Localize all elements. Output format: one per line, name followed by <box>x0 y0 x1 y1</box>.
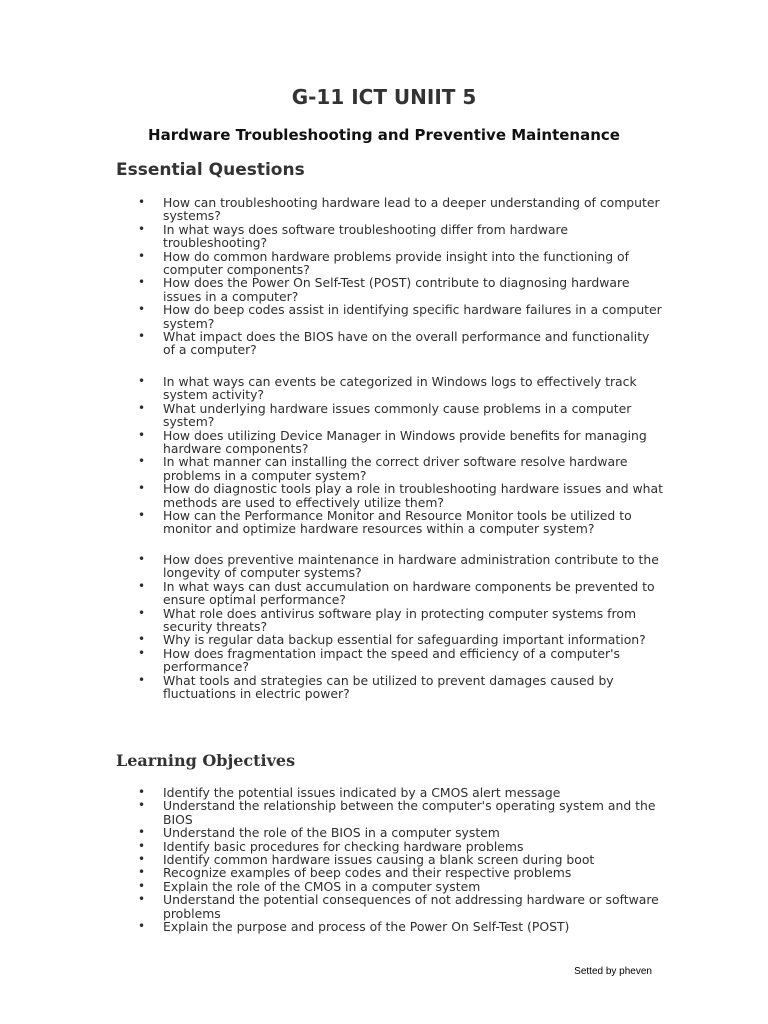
list-item: • In what ways can events be categorized in Windows logs to effectively track system activity? <box>0 375 663 402</box>
learning-objectives-heading: Learning Objectives <box>116 751 296 770</box>
list-item: • Understand the role of the BIOS in a computer system <box>0 826 663 839</box>
list-item: • How do common hardware problems provide insight into the functioning of computer components? <box>0 250 663 277</box>
question-list-1 <box>0 196 663 357</box>
list-item: • How does preventive maintenance in hardware administration contribute to the longevity of computer systems? <box>0 553 663 580</box>
list-item: • In what ways can dust accumulation on hardware components be prevented to ensure optimal performance? <box>0 580 663 607</box>
list-item: • How can troubleshooting hardware lead to a deeper understanding of computer systems? <box>0 196 663 223</box>
list-item: • Recognize examples of beep codes and their respective problems <box>0 866 663 879</box>
list-item: • How does fragmentation impact the speed and efficiency of a computer's performance? <box>0 647 663 674</box>
list-item: • Why is regular data backup essential for safeguarding important information? <box>0 633 663 646</box>
list-item: • Explain the purpose and process of the Power On Self-Test (POST) <box>0 920 663 933</box>
footer-credit: Setted by pheven <box>574 966 652 977</box>
page-title: G-11 ICT UNIIT 5 <box>291 85 477 109</box>
list-item: • Identify common hardware issues causing a blank screen during boot <box>0 853 663 866</box>
question-list-3 <box>0 553 663 700</box>
list-item: • Identify the potential issues indicated by a CMOS alert message <box>0 786 663 799</box>
objectives-list <box>0 786 663 933</box>
list-item: • In what manner can installing the correct driver software resolve hardware problems in a computer system? <box>0 455 663 482</box>
essential-questions-heading: Essential Questions <box>116 160 305 180</box>
page-subtitle: Hardware Troubleshooting and Preventive Maintenance <box>148 126 620 144</box>
list-item: • How do diagnostic tools play a role in troubleshooting hardware issues and what methods are used to effectively utilize them? <box>0 482 663 509</box>
list-item: • What impact does the BIOS have on the overall performance and functionality of a computer? <box>0 330 663 357</box>
list-item: • Understand the relationship between the computer's operating system and the BIOS <box>0 799 663 826</box>
list-item: • What role does antivirus software play in protecting computer systems from security threats? <box>0 607 663 634</box>
list-item: • How do beep codes assist in identifying specific hardware failures in a computer system? <box>0 303 663 330</box>
list-item: • How does the Power On Self-Test (POST) contribute to diagnosing hardware issues in a computer? <box>0 276 663 303</box>
list-item: • In what ways does software troubleshooting differ from hardware troubleshooting? <box>0 223 663 250</box>
list-item: • What underlying hardware issues commonly cause problems in a computer system? <box>0 402 663 429</box>
list-item: • How does utilizing Device Manager in Windows provide benefits for managing hardware components? <box>0 429 663 456</box>
question-list-2 <box>0 375 663 536</box>
list-item: • How can the Performance Monitor and Resource Monitor tools be utilized to monitor and optimize hardware resources within a computer system? <box>0 509 663 536</box>
list-item: • Understand the potential consequences of not addressing hardware or software problems <box>0 893 663 920</box>
list-item: • Explain the role of the CMOS in a computer system <box>0 880 663 893</box>
list-item: • Identify basic procedures for checking hardware problems <box>0 840 663 853</box>
list-item: • What tools and strategies can be utilized to prevent damages caused by fluctuations in electric power? <box>0 674 663 701</box>
